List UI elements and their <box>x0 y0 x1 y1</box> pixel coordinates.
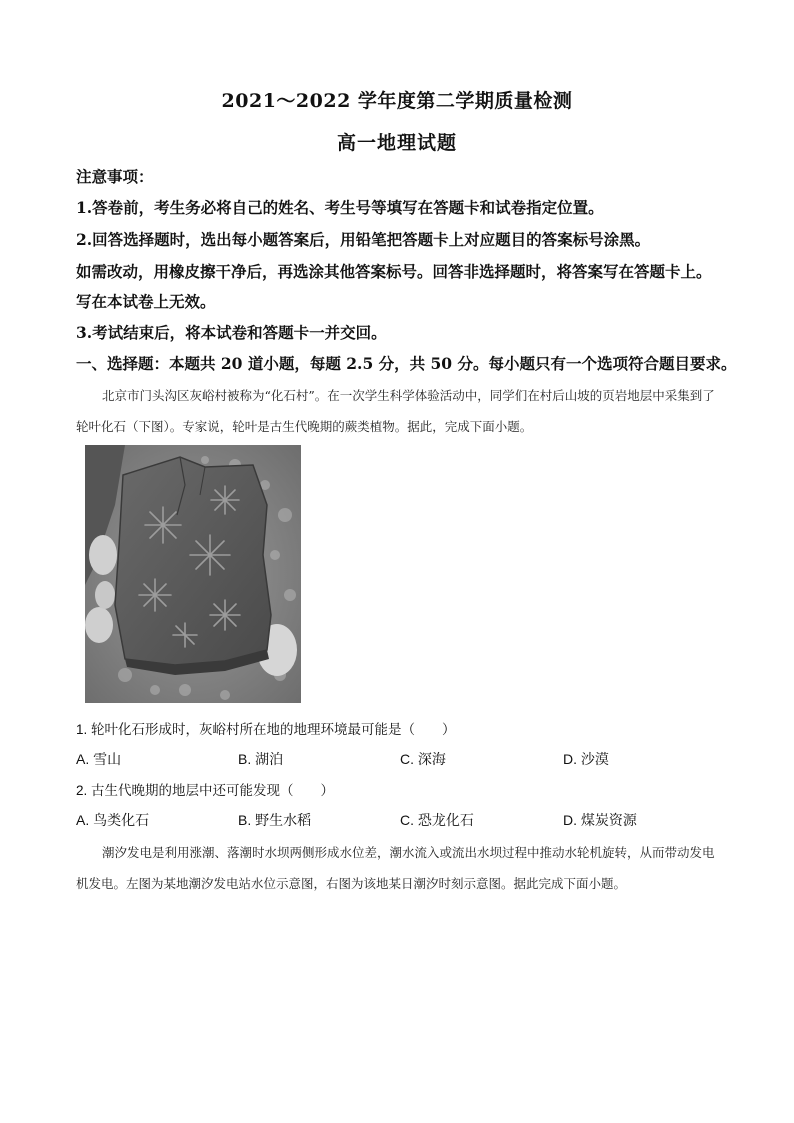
exam-subtitle: 高一地理试题 <box>336 132 457 154</box>
section-heading: 一、选择题：本题共 20 道小题，每题 2.5 分，共 50 分。每小题只有一个选项符合题目要求。 <box>76 354 737 373</box>
passage-tidal <box>76 837 724 899</box>
question-2-option-d: D. 煤炭资源 <box>563 812 637 828</box>
question-1-option-d: D. 沙漠 <box>563 751 609 767</box>
passage-tidal-text: 潮汐发电是利用涨潮、落潮时水坝两侧形成水位差，潮水流入或流出水坝过程中推动水轮机旋转，从而带动发电机发电。左图为某地潮汐发电站水位示意图，右图为该地某日潮汐时刻示意图。据此完成下面小题。 <box>76 845 715 891</box>
note-item-2: 2.回答选择题时，选出每小题答案后，用铅笔把答题卡上对应题目的答案标号涂黑。 <box>76 230 651 249</box>
question-1-stem: 1. 轮叶化石形成时，灰峪村所在地的地理环境最可能是（ ） <box>76 722 456 737</box>
note-item-2-end: 写在本试卷上无效。 <box>76 292 216 311</box>
note-item-3: 3.考试结束后，将本试卷和答题卡一并交回。 <box>76 323 387 342</box>
question-1-option-a: A. 雪山 <box>76 751 122 767</box>
note-item-1: 1.答卷前，考生务必将自己的姓名、考生号等填写在答题卡和试卷指定位置。 <box>76 198 604 217</box>
notes-heading: 注意事项： <box>76 167 154 186</box>
passage-fossil-text: 北京市门头沟区灰峪村被称为“化石村”。在一次学生科学体验活动中，同学们在村后山坡的页岩地层中采集到了轮叶化石（下图）。专家说，轮叶是古生代晚期的蕨类植物。据此，完成下面小题。 <box>76 388 715 434</box>
question-1-option-b: B. 湖泊 <box>238 751 284 767</box>
passage-fossil <box>76 380 724 442</box>
note-item-2-continued: 如需改动，用橡皮擦干净后，再选涂其他答案标号。回答非选择题时，将答案写在答题卡上。 <box>76 262 712 281</box>
question-2-option-c: C. 恐龙化石 <box>400 812 474 828</box>
question-1-option-c: C. 深海 <box>400 751 446 767</box>
exam-title: 2021～2022 学年度第二学期质量检测 <box>221 90 573 112</box>
fossil-photo <box>85 445 301 703</box>
question-2-stem: 2. 古生代晚期的地层中还可能发现（ ） <box>76 783 335 798</box>
question-2-option-b: B. 野生水稻 <box>238 812 312 828</box>
question-2-option-a: A. 鸟类化石 <box>76 812 150 828</box>
